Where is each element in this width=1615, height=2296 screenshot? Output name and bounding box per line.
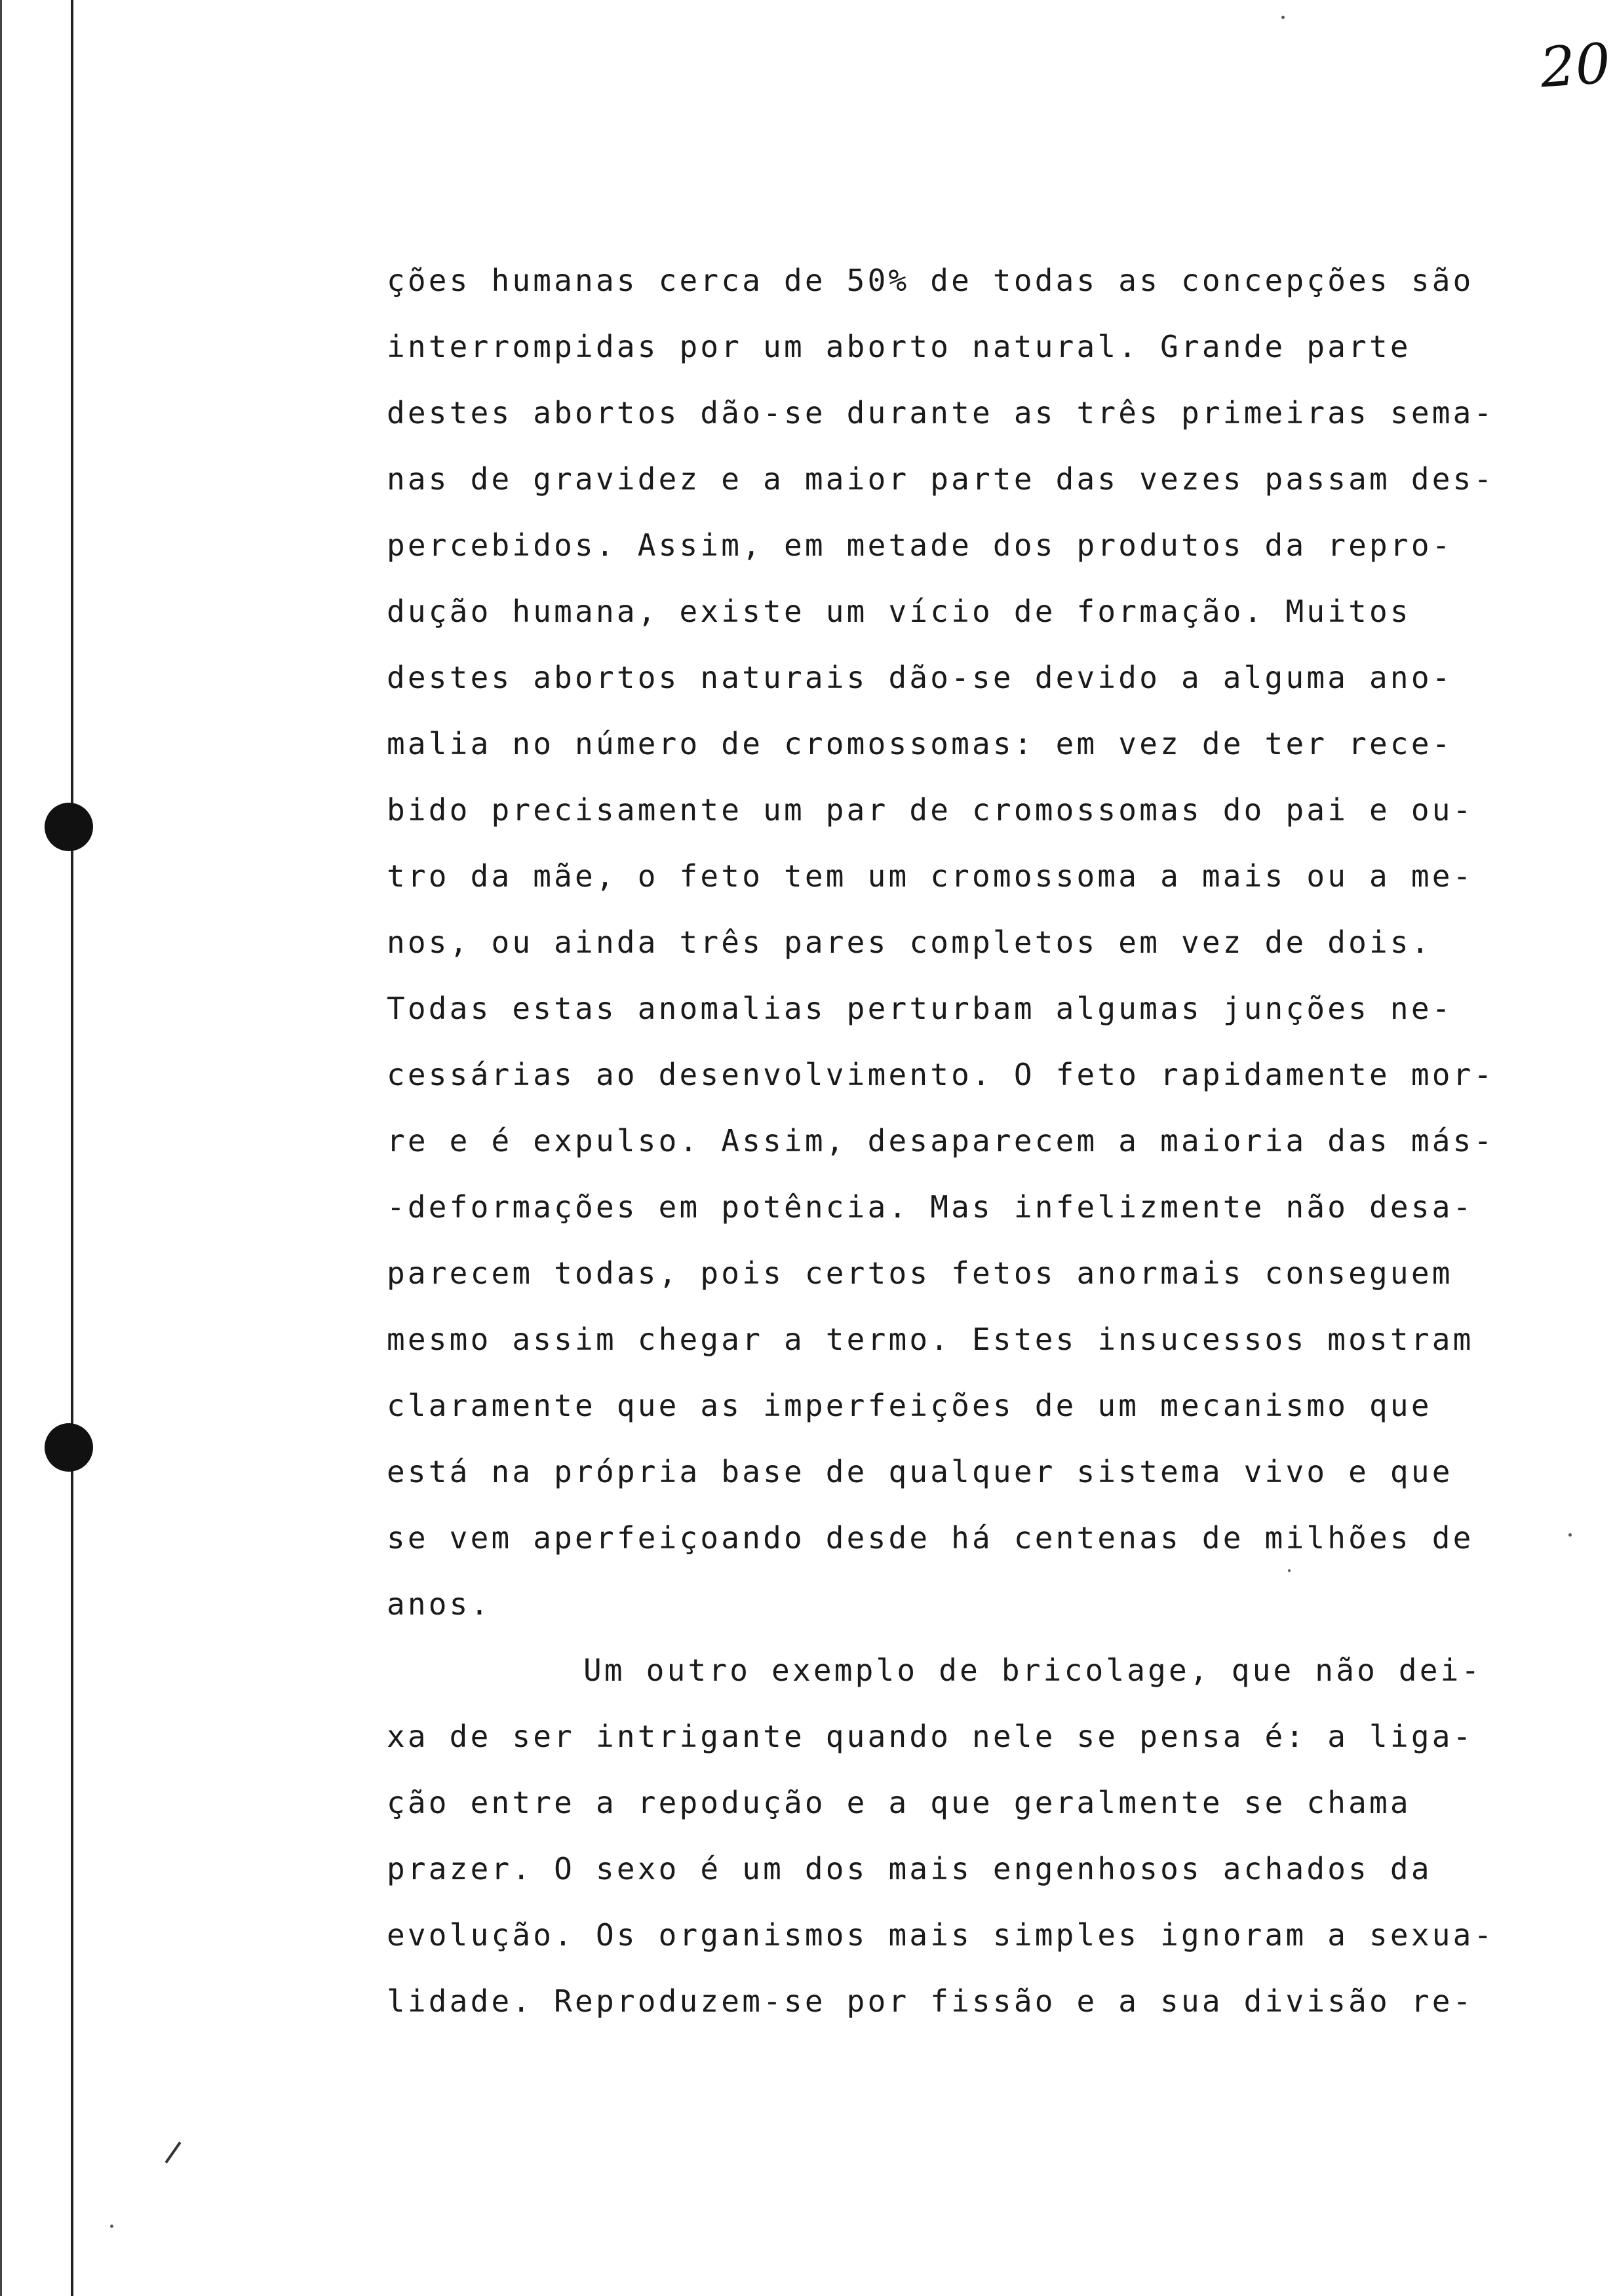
text-line: ção entre a repodução e a que geralmente se chama <box>387 1785 1411 1820</box>
text-line: dução humana, existe um vício de formação. Muitos <box>387 594 1411 629</box>
text-line: tro da mãe, o feto tem um cromossoma a mais ou a me- <box>387 858 1474 894</box>
text-line: anos. <box>387 1586 492 1622</box>
text-line: xa de ser intrigante quando nele se pensa é: a liga- <box>387 1719 1474 1754</box>
punch-hole-top <box>45 803 93 851</box>
text-line: nas de gravidez e a maior parte das vezes passam des- <box>387 461 1495 497</box>
text-line: lidade. Reproduzem-se por fissão e a sua divisão re- <box>387 1983 1474 2019</box>
text-line: -deformações em potência. Mas infelizmente não desa- <box>387 1189 1474 1225</box>
text-line: parecem todas, pois certos fetos anormais conseguem <box>387 1255 1453 1291</box>
text-line: Todas estas anomalias perturbam algumas junções ne- <box>387 991 1453 1026</box>
text-line: bido precisamente um par de cromossomas do pai e ou- <box>387 792 1474 828</box>
scan-speck <box>110 2225 113 2228</box>
stray-pen-mark <box>165 2141 181 2163</box>
punch-hole-bottom <box>45 1423 93 1472</box>
text-line: claramente que as imperfeições de um mecanismo que <box>387 1388 1432 1423</box>
text-line: interrompidas por um aborto natural. Grande parte <box>387 329 1411 364</box>
text-line: evolução. Os organismos mais simples ignoram a sexua- <box>387 1917 1495 1953</box>
body-text <box>387 248 1495 2035</box>
scan-speck <box>1568 1533 1572 1537</box>
text-line: cessárias ao desenvolvimento. O feto rapidamente mor- <box>387 1057 1495 1092</box>
text-line: nos, ou ainda três pares completos em vez de dois. <box>387 925 1432 960</box>
margin-rule-line <box>71 0 73 2296</box>
paragraph-start-line: Um outro exemplo de bricolage, que não dei- <box>583 1653 1483 1688</box>
text-line: re e é expulso. Assim, desaparecem a maioria das más- <box>387 1123 1495 1158</box>
page-number: 20 <box>1538 31 1613 100</box>
text-line: destes abortos naturais dão-se devido a alguma ano- <box>387 660 1453 695</box>
text-line: mesmo assim chegar a termo. Estes insucessos mostram <box>387 1322 1474 1357</box>
text-line: percebidos. Assim, em metade dos produtos da repro- <box>387 527 1453 563</box>
scan-speck <box>1288 1569 1291 1572</box>
text-line: se vem aperfeiçoando desde há centenas de milhões de <box>387 1520 1474 1556</box>
text-line: malia no número de cromossomas: em vez de ter rece- <box>387 726 1453 761</box>
text-line: prazer. O sexo é um dos mais engenhosos achados da <box>387 1851 1432 1886</box>
text-line: ções humanas cerca de 50% de todas as concepções são <box>387 263 1474 298</box>
text-line: destes abortos dão-se durante as três primeiras sema- <box>387 395 1495 430</box>
page-edge-line <box>0 0 2 2296</box>
text-line: está na própria base de qualquer sistema vivo e que <box>387 1454 1453 1489</box>
scan-speck <box>1281 16 1285 19</box>
